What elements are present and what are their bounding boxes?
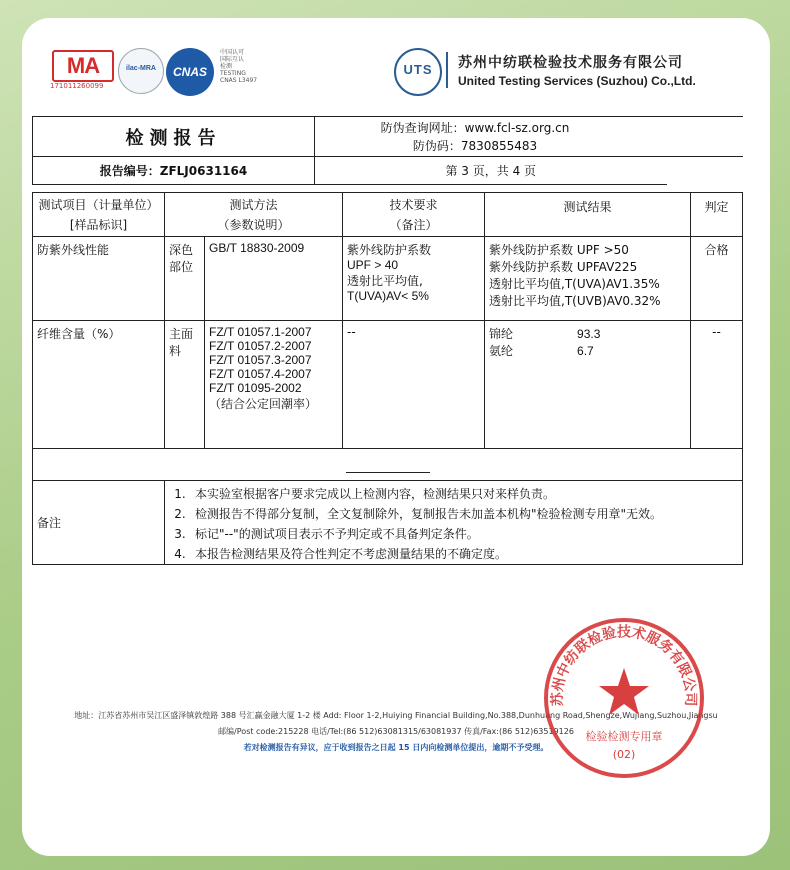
cma-logo (52, 50, 112, 90)
fiber-line (489, 325, 686, 342)
footer-address: 地址：江苏省苏州市吴江区盛泽镇敦煌路 388 号汇赢金融大厦 1-2 楼 Add: Floor 1-2,Huiying Financial Building,No.388,Dunhuang Road,Shengze,Wujiang,Suzhou,Jiangsu (74, 711, 718, 720)
blank-cell (667, 157, 743, 185)
method-line: FZ/T 01057.1-2007 (209, 325, 312, 339)
footer-notice: 若对检测报告有异议，应于收到报告之日起 15 日内向检测单位提出，逾期不予受理。 (243, 743, 549, 752)
req-line: 紫外线防护系数 (347, 243, 432, 257)
cnas-side-line: 检测 (220, 63, 233, 70)
logo-divider (446, 52, 448, 88)
uts-logo (394, 48, 442, 96)
page-info (315, 157, 667, 185)
cnas-side-line: CNAS L3497 (220, 77, 258, 84)
row-requirement: -- (343, 321, 485, 449)
req-line: 透射比平均值, (347, 274, 423, 288)
method-line: FZ/T 01095-2002 (209, 381, 302, 395)
uts-logo-text: UTS (403, 62, 433, 77)
req-line: T(UVA)AV< 5% (347, 289, 429, 303)
row-method (205, 321, 343, 449)
row-results (485, 237, 691, 321)
company-name-en: United Testing Services (Suzhou) Co.,Ltd. (458, 74, 696, 88)
table-header-row (33, 193, 743, 237)
row-item: 纤维含量（%） (33, 321, 165, 449)
row-item: 防紫外线性能 (33, 237, 165, 321)
report-title: 检测报告 (33, 117, 315, 157)
remark-number: 3. (174, 527, 186, 541)
company-name-cn: 苏州中纺联检验技术服务有限公司 (458, 55, 683, 71)
remark-text: 标记"--"的测试项目表示不予判定或不具备判定条件。 (195, 527, 479, 541)
official-seal (542, 616, 706, 780)
ilac-mra-logo (118, 48, 164, 94)
results-table (32, 192, 743, 565)
result-line: 紫外线防护系数 UPF >50 (489, 243, 629, 257)
col-item-line2: [样品标识] (69, 217, 128, 232)
remark-number: 4. (174, 547, 186, 561)
row-sample: 主面料 (165, 321, 205, 449)
seal-center-text: 检验检测专用章 (585, 730, 663, 743)
seal-number: (02) (612, 748, 636, 761)
seal-ring-text: 苏州中纺联检验技术服务有限公司 (549, 624, 699, 707)
remark-number: 2. (174, 507, 186, 521)
row-method: GB/T 18830-2009 (205, 237, 343, 321)
cma-number: 171011260099 (50, 82, 104, 90)
method-line: （结合公定回潮率） (209, 397, 318, 411)
end-line (346, 472, 430, 473)
page-info-text: 第 3 页，共 4 页 (445, 164, 537, 178)
result-line: 紫外线防护系数 UPFAV225 (489, 260, 638, 274)
table-row (33, 321, 743, 449)
verify-url: 防伪查询网址：www.fcl-sz.org.cn (380, 120, 570, 135)
blank-row (33, 449, 743, 481)
fiber-name: 锦纶 (489, 327, 514, 341)
footer-contact: 邮编/Post code:215228 电话/Tel:(86 512)63081315/63081937 传真/Fax:(86 512)63519126 (218, 727, 574, 736)
col-method-line2: （参数说明） (217, 217, 290, 232)
col-item (33, 193, 165, 237)
method-line: FZ/T 01057.3-2007 (209, 353, 312, 367)
cnas-logo (166, 48, 214, 96)
remarks-row (33, 481, 743, 565)
col-method-line1: 测试方法 (229, 197, 278, 212)
remark-item (165, 544, 742, 564)
verify-info (315, 117, 743, 157)
fiber-line (489, 342, 686, 359)
cnas-text: CNAS (172, 65, 207, 79)
seal-star-icon (599, 668, 649, 715)
remarks-list (165, 481, 743, 565)
remarks-label: 备注 (33, 481, 165, 565)
col-result: 测试结果 (485, 193, 691, 237)
remark-text: 本报告检测结果及符合性判定不考虑测量结果的不确定度。 (195, 547, 508, 561)
req-line: UPF > 40 (347, 258, 399, 272)
row-requirement (343, 237, 485, 321)
col-requirement (343, 193, 485, 237)
remark-item (165, 484, 742, 504)
col-method (165, 193, 343, 237)
result-line: 透射比平均值,T(UVB)AV0.32% (489, 294, 661, 308)
cnas-side-line: 中国认可 (220, 49, 245, 56)
remark-text: 本实验室根据客户要求完成以上检测内容，检测结果只对来样负责。 (195, 487, 556, 501)
cma-mark: MA (52, 50, 114, 82)
table-row (33, 237, 743, 321)
report-sheet (22, 18, 770, 856)
remark-item (165, 524, 742, 544)
fiber-value: 6.7 (577, 344, 594, 358)
method-line: FZ/T 01057.4-2007 (209, 367, 312, 381)
col-req-line2: （备注） (389, 217, 438, 232)
row-results (485, 321, 691, 449)
report-number: 报告编号：ZFLJ0631164 (33, 157, 315, 185)
remark-number: 1. (174, 487, 186, 501)
col-item-line1: 测试项目（计量单位） (38, 197, 159, 212)
result-line: 透射比平均值,T(UVA)AV1.35% (489, 277, 660, 291)
fiber-value: 93.3 (577, 327, 601, 341)
col-judgement: 判定 (691, 193, 743, 237)
cnas-side-line: TESTING (220, 70, 246, 77)
row-sample: 深色部位 (165, 237, 205, 321)
row-judgement: -- (691, 321, 743, 449)
fiber-name: 氨纶 (489, 344, 514, 358)
method-line: FZ/T 01057.2-2007 (209, 339, 312, 353)
verify-code: 防伪码：7830855483 (412, 138, 538, 153)
ilac-mra-text: ilac-MRA (126, 65, 156, 72)
end-line-cell (33, 449, 743, 481)
cnas-side-line: 国际互认 (220, 56, 245, 63)
col-req-line1: 技术要求 (389, 197, 438, 212)
row-judgement: 合格 (691, 237, 743, 321)
remark-item (165, 504, 742, 524)
cnas-side-text (220, 49, 257, 84)
remark-text: 检测报告不得部分复制，全文复制除外，复制报告未加盖本机构"检验检测专用章"无效。 (195, 507, 663, 521)
report-header-table (32, 116, 743, 185)
